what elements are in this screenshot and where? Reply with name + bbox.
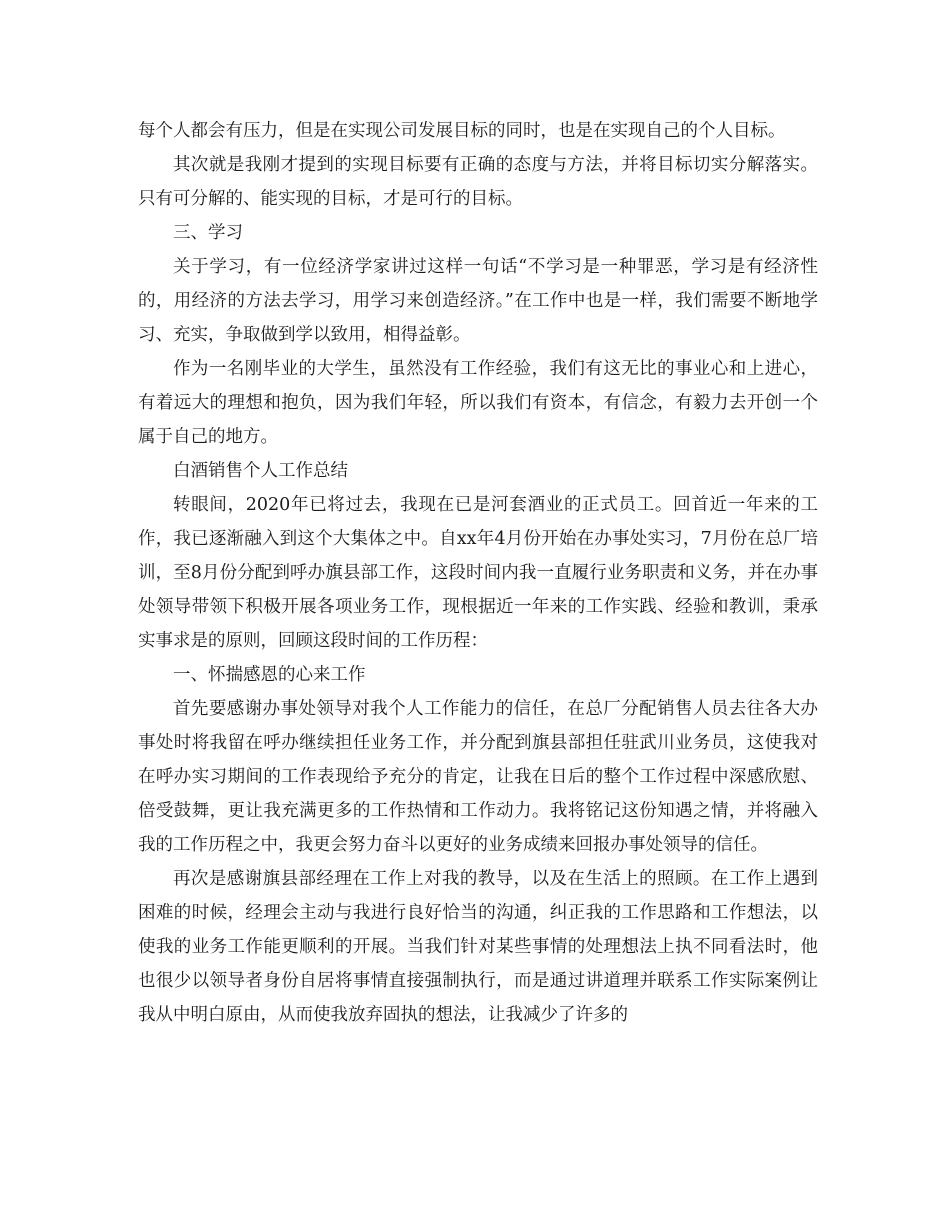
paragraph: 其次就是我刚才提到的实现目标要有正确的态度与方法，并将目标切实分解落实。只有可分解的、能实现的目标，才是可行的目标。 [138, 155, 818, 209]
paragraph: 关于学习，有一位经济学家讲过这样一句话“不学习是一种罪恶，学习是有经济性的，用经济的方法去学习，用学习来创造经济。”在工作中也是一样，我们需要不断地学习、充实，争取做到学以致用，相得益彰。 [138, 257, 818, 345]
section-heading: 一、怀揣感恩的心来工作 [173, 665, 366, 685]
paragraph: 每个人都会有压力，但是在实现公司发展目标的同时，也是在实现自己的个人目标。 [138, 121, 786, 141]
paragraph: 转眼间，2020年已将过去，我现在已是河套酒业的正式员工。回首近一年来的工作，我已逐渐融入到这个大集体之中。自xx年4月份开始在办事处实习，7月份在总厂培训，至8月份分配到呼办旗县部工作，这段时间内我一直履行业务职责和义务，并在办事处领导带领下积极开展各项业务工作，现根据近一年来的工作实践、经验和教训，秉承实事求是的原则，回顾这段时间的工作历程： [138, 495, 818, 651]
paragraph: 再次是感谢旗县部经理在工作上对我的教导，以及在生活上的照顾。在工作上遇到困难的时候，经理会主动与我进行良好恰当的沟通，纠正我的工作思路和工作想法，以使我的业务工作能更顺利的开展。当我们针对某些事情的处理想法上执不同看法时，他也很少以领导者身份自居将事情直接强制执行，而是通过讲道理并联系工作实际案例让我从中明白原由，从而使我放弃固执的想法，让我减少了许多的 [138, 869, 818, 1025]
section-heading: 三、学习 [173, 223, 243, 243]
document-body [138, 114, 818, 1032]
paragraph: 首先要感谢办事处领导对我个人工作能力的信任，在总厂分配销售人员去往各大办事处时将我留在呼办继续担任业务工作，并分配到旗县部担任驻武川业务员，这使我对在呼办实习期间的工作表现给予充分的肯定，让我在日后的整个工作过程中深感欣慰、倍受鼓舞，更让我充满更多的工作热情和工作动力。我将铭记这份知遇之情，并将融入我的工作历程之中，我更会努力奋斗以更好的业务成绩来回报办事处领导的信任。 [138, 699, 818, 855]
paragraph: 作为一名刚毕业的大学生，虽然没有工作经验，我们有这无比的事业心和上进心，有着远大的理想和抱负，因为我们年轻，所以我们有资本，有信念，有毅力去开创一个属于自己的地方。 [138, 359, 818, 447]
document-title: 白酒销售个人工作总结 [173, 461, 348, 481]
